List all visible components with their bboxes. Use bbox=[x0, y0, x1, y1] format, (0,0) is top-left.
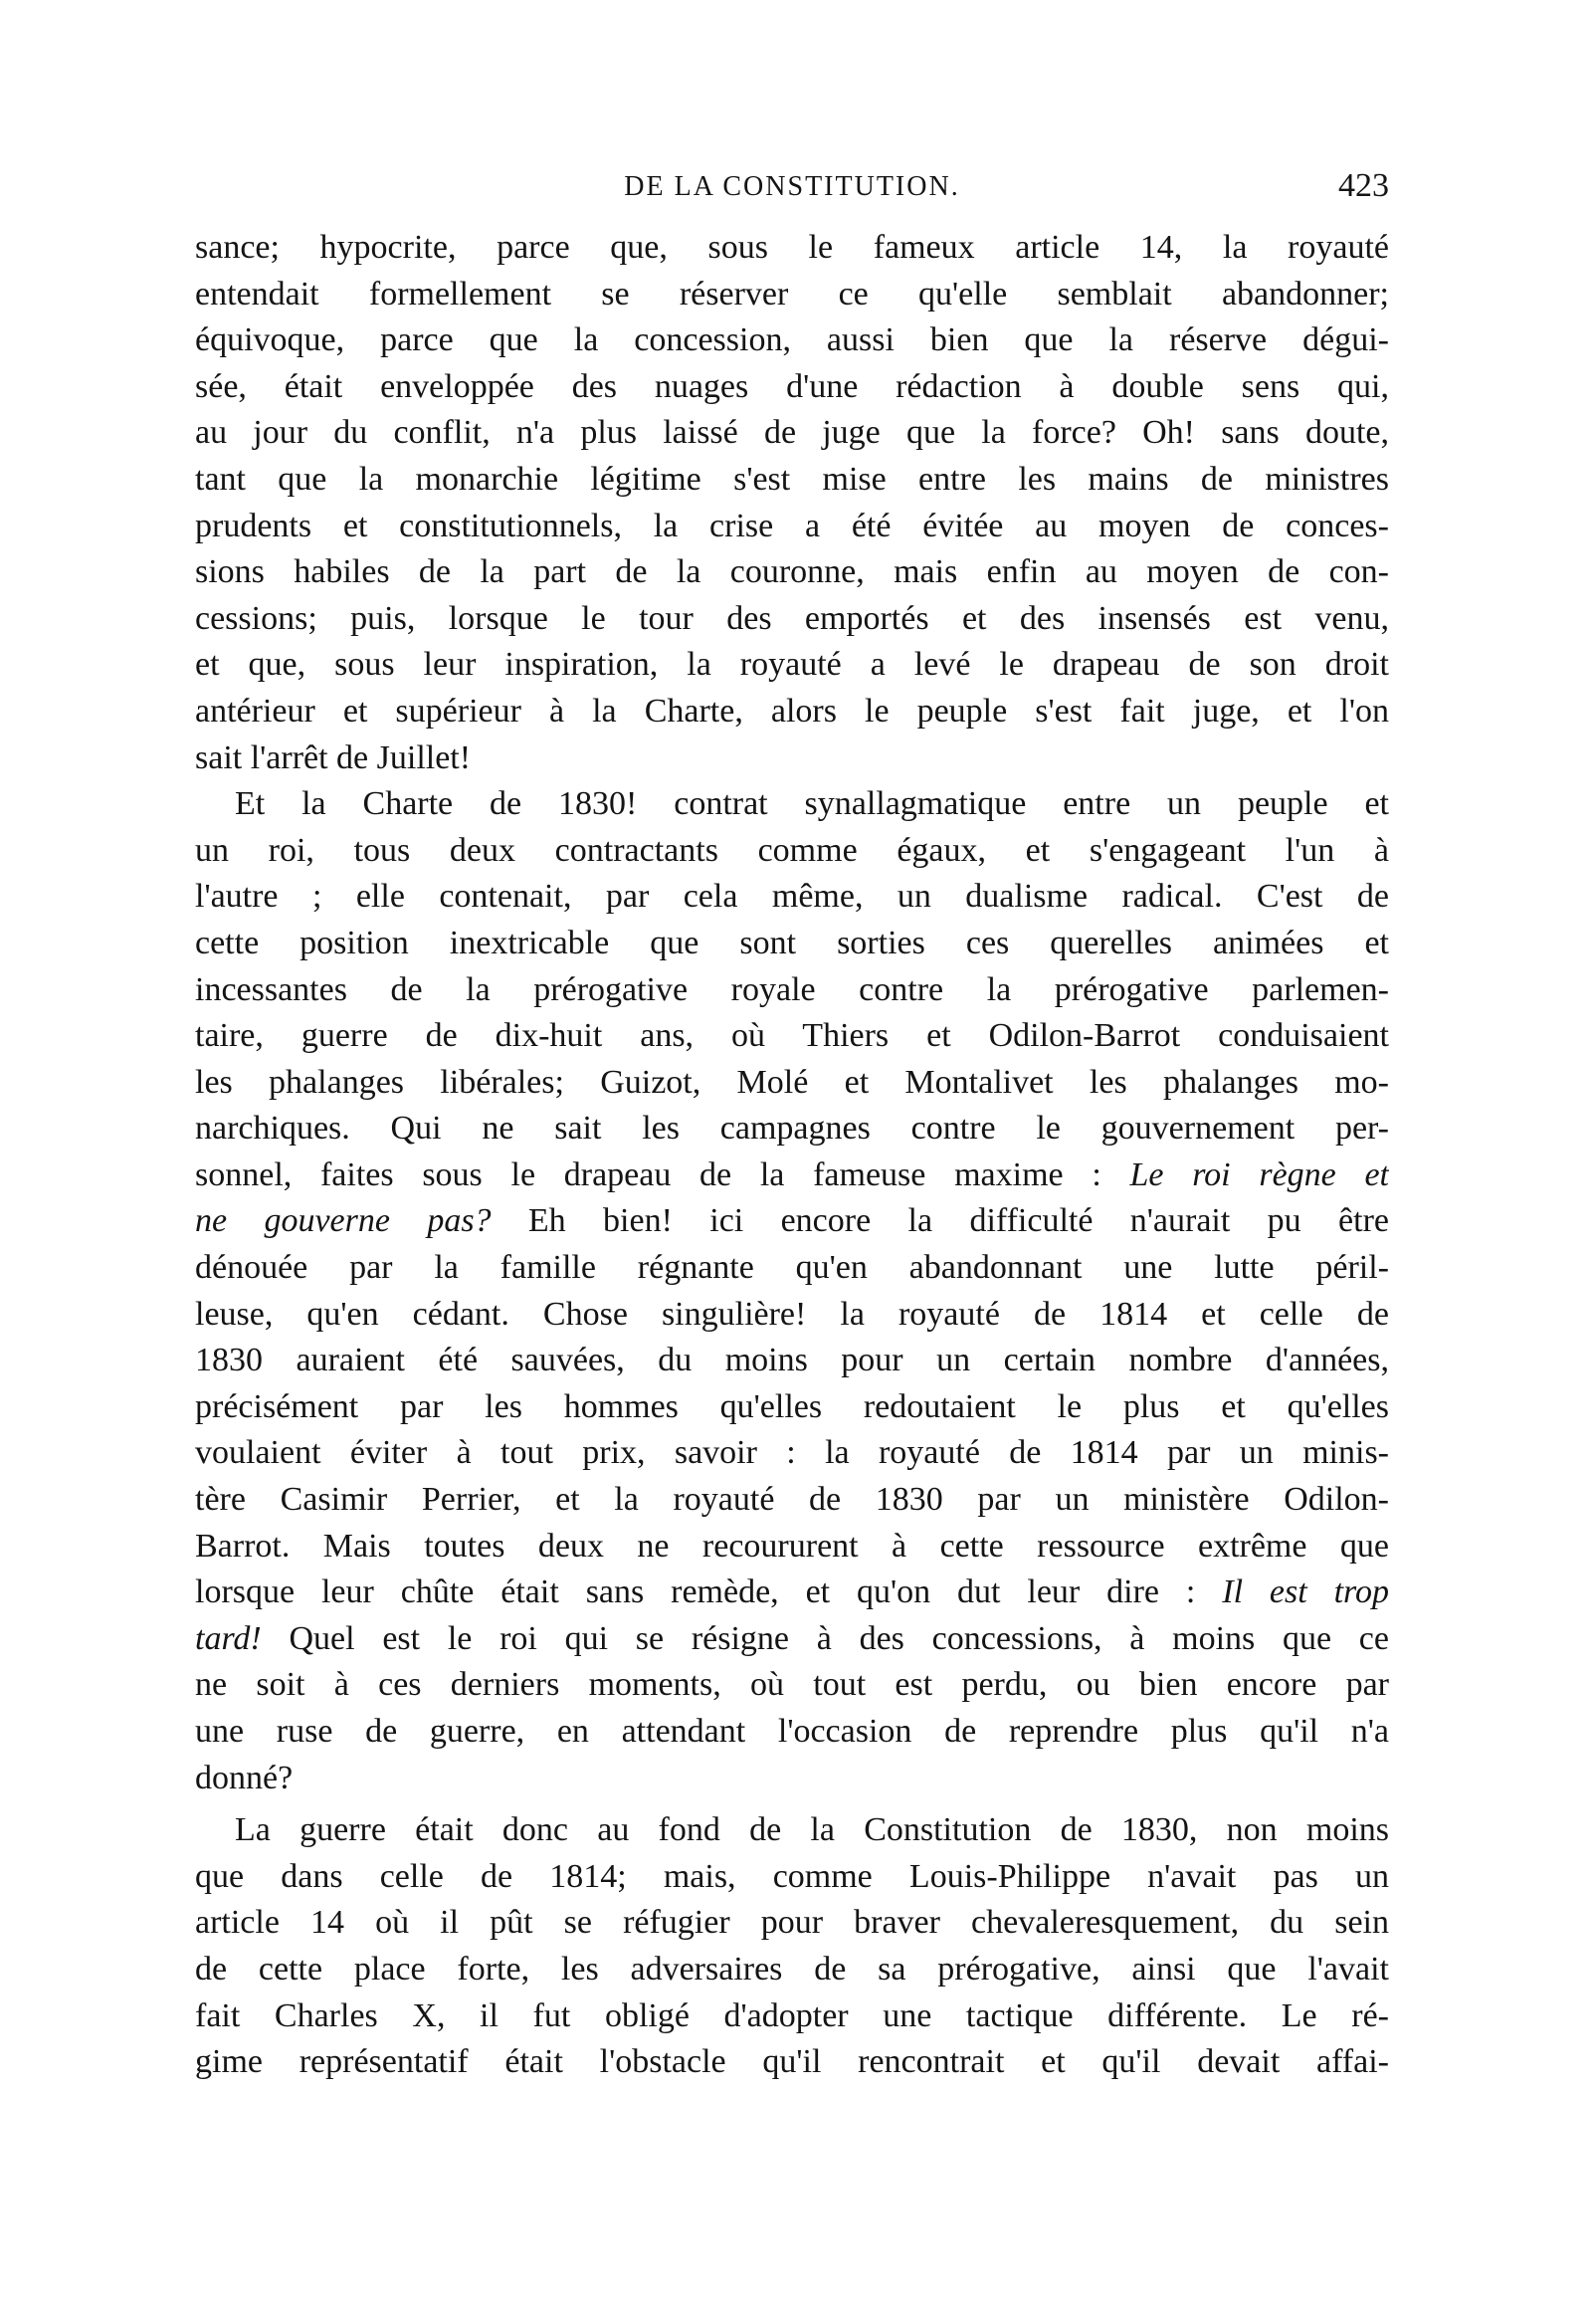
paragraph-1 bbox=[195, 225, 1389, 781]
text-line bbox=[195, 1570, 1389, 1616]
text-line: Barrot. Mais toutes deux ne recoururent à cette ressource extrême que bbox=[195, 1527, 1389, 1565]
text-line: gime représentatif était l'obstacle qu'il rencontrait et qu'il devait affai- bbox=[195, 2043, 1389, 2081]
text-line bbox=[195, 1198, 1389, 1245]
text-line: incessantes de la prérogative royale contre la prérogative parlemen- bbox=[195, 970, 1389, 1008]
body-text bbox=[195, 225, 1389, 2086]
text-line: antérieur et supérieur à la Charte, alors le peuple s'est fait juge, et l'on bbox=[195, 692, 1389, 730]
text-line: narchiques. Qui ne sait les campagnes contre le gouvernement per- bbox=[195, 1110, 1389, 1148]
text-line: ne soit à ces derniers moments, où tout est perdu, ou bien encore par bbox=[195, 1666, 1389, 1704]
text-line: les phalanges libérales; Guizot, Molé et Montalivet les phalanges mo- bbox=[195, 1063, 1389, 1101]
text-run: lorsque leur chûte était sans remède, et qu'on dut leur dire : bbox=[195, 1573, 1223, 1611]
text-line: sions habiles de la part de la couronne, mais enfin au moyen de con- bbox=[195, 553, 1389, 591]
text-line: tère Casimir Perrier, et la royauté de 1830 par un ministère Odilon- bbox=[195, 1481, 1389, 1519]
italic-maxim: ne gouverne pas? bbox=[195, 1202, 492, 1240]
text-line: taire, guerre de dix-huit ans, où Thiers et Odilon-Barrot conduisaient bbox=[195, 1017, 1389, 1055]
text-line: équivoque, parce que la concession, aussi bien que la réserve dégui- bbox=[195, 321, 1389, 359]
text-line: précisément par les hommes qu'elles redoutaient le plus et qu'elles bbox=[195, 1387, 1389, 1425]
running-title: DE LA CONSTITUTION. bbox=[624, 171, 960, 202]
text-line: cessions; puis, lorsque le tour des emportés et des insensés est venu, bbox=[195, 599, 1389, 637]
text-line: article 14 où il pût se réfugier pour braver chevaleresquement, du sein bbox=[195, 1904, 1389, 1942]
text-line: au jour du conflit, n'a plus laissé de juge que la force? Oh! sans doute, bbox=[195, 414, 1389, 452]
text-line: tant que la monarchie légitime s'est mise entre les mains de ministres bbox=[195, 460, 1389, 498]
text-line bbox=[195, 1152, 1389, 1199]
running-head bbox=[195, 167, 1389, 211]
text-line: sait l'arrêt de Juillet! bbox=[195, 738, 472, 776]
text-line bbox=[195, 1616, 1389, 1663]
text-line: sée, était enveloppée des nuages d'une rédaction à double sens qui, bbox=[195, 367, 1389, 405]
text-line: une ruse de guerre, en attendant l'occasion de reprendre plus qu'il n'a bbox=[195, 1713, 1389, 1750]
italic-maxim: Le roi règne et bbox=[1129, 1155, 1389, 1193]
text-run: sonnel, faites sous le drapeau de la fameuse maxime : bbox=[195, 1155, 1130, 1193]
text-line: fait Charles X, il fut obligé d'adopter une tactique différente. Le ré- bbox=[195, 1996, 1389, 2034]
text-line: leuse, qu'en cédant. Chose singulière! la royauté de 1814 et celle de bbox=[195, 1295, 1389, 1333]
text-line: La guerre était donc au fond de la Constitution de 1830, non moins bbox=[235, 1811, 1389, 1849]
paragraph-2 bbox=[195, 781, 1389, 1801]
text-line: de cette place forte, les adversaires de sa prérogative, ainsi que l'avait bbox=[195, 1950, 1389, 1988]
text-run: Eh bien! ici encore la difficulté n'aurait pu être bbox=[491, 1202, 1389, 1240]
text-line: dénouée par la famille régnante qu'en abandonnant une lutte péril- bbox=[195, 1249, 1389, 1287]
text-line: et que, sous leur inspiration, la royauté a levé le drapeau de son droit bbox=[195, 646, 1389, 684]
text-line: que dans celle de 1814; mais, comme Louis-Philippe n'avait pas un bbox=[195, 1857, 1389, 1895]
text-line: 1830 auraient été sauvées, du moins pour un certain nombre d'années, bbox=[195, 1342, 1389, 1379]
italic-quote: tard! bbox=[195, 1619, 262, 1657]
page-number: 423 bbox=[1338, 167, 1389, 204]
text-line: voulaient éviter à tout prix, savoir : la royauté de 1814 par un minis- bbox=[195, 1434, 1389, 1472]
text-line: cette position inextricable que sont sorties ces querelles animées et bbox=[195, 924, 1389, 961]
italic-quote: Il est trop bbox=[1222, 1573, 1389, 1611]
text-run: Quel est le roi qui se résigne à des concessions, à moins que ce bbox=[261, 1619, 1389, 1657]
text-line: entendait formellement se réserver ce qu'elle semblait abandonner; bbox=[195, 275, 1389, 313]
paragraph-3 bbox=[195, 1807, 1389, 2086]
text-line: Et la Charte de 1830! contrat synallagmatique entre un peuple et bbox=[235, 785, 1389, 823]
text-line: donné? bbox=[195, 1759, 294, 1796]
text-line: prudents et constitutionnels, la crise a été évitée au moyen de conces- bbox=[195, 507, 1389, 544]
text-line: sance; hypocrite, parce que, sous le fameux article 14, la royauté bbox=[195, 229, 1389, 266]
text-line: un roi, tous deux contractants comme égaux, et s'engageant l'un à bbox=[195, 831, 1389, 869]
text-line: l'autre ; elle contenait, par cela même, un dualisme radical. C'est de bbox=[195, 878, 1389, 916]
